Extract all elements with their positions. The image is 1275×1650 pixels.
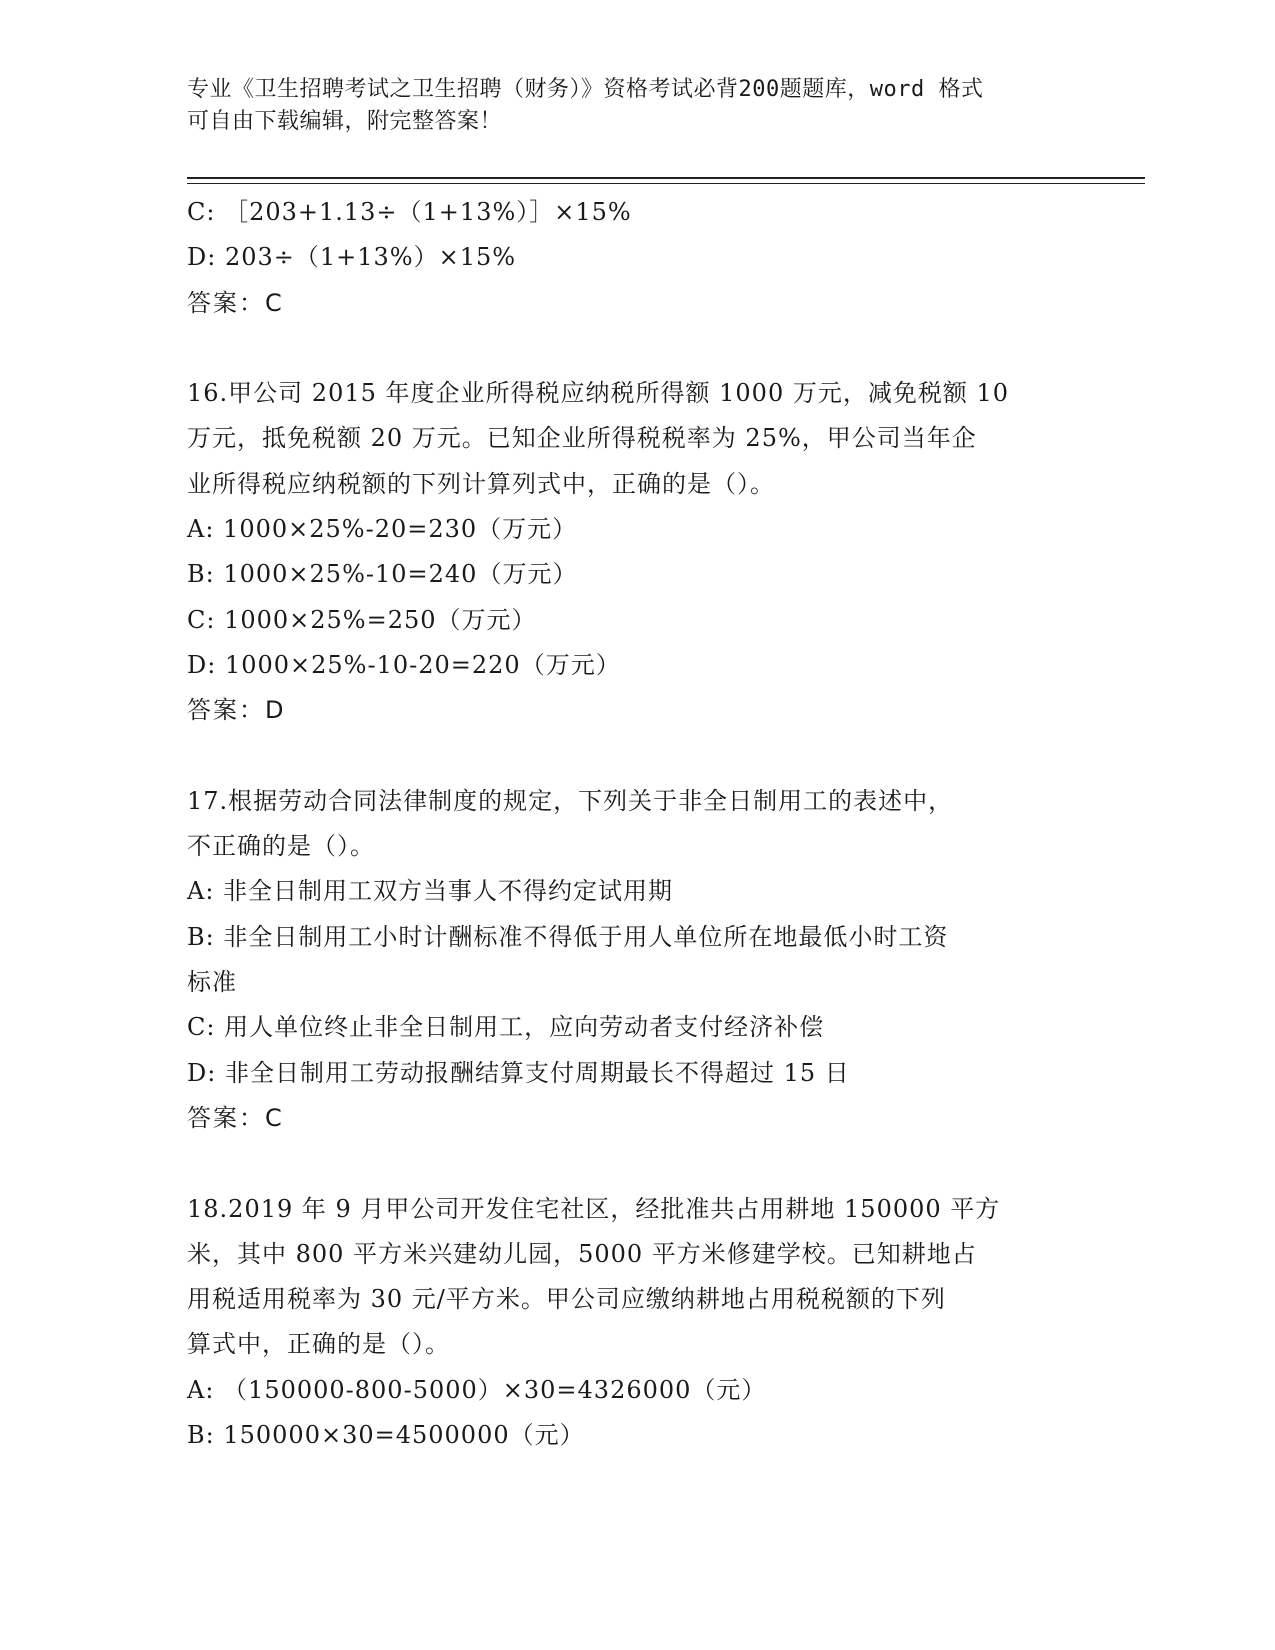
option-a: A: 非全日制用工双方当事人不得约定试用期 bbox=[187, 877, 674, 906]
answer-line: 答案：D bbox=[187, 696, 286, 725]
answer-line: 答案：C bbox=[187, 288, 284, 317]
question-stem-line: 米，其中 800 平方米兴建幼儿园，5000 平方米修建学校。已知耕地占 bbox=[187, 1239, 977, 1268]
header-rule-thin bbox=[187, 183, 1145, 184]
option-b: B: 1000×25%-10=240（万元） bbox=[187, 560, 578, 589]
question-stem-line: 不正确的是（）。 bbox=[187, 832, 375, 861]
option-b: B: 非全日制用工小时计酬标准不得低于用人单位所在地最低小时工资 bbox=[187, 922, 949, 951]
header-line-2: 可自由下载编辑，附完整答案！ bbox=[187, 109, 503, 134]
option-d: D: 1000×25%-10-20=220（万元） bbox=[187, 650, 621, 679]
question-17 bbox=[187, 779, 1087, 1141]
header-line-1: 专业《卫生招聘考试之卫生招聘（财务）》资格考试必背200题题库，word 格式 bbox=[187, 77, 984, 102]
spacer bbox=[187, 1141, 1087, 1186]
question-stem-line: 用税适用税率为 30 元/平方米。甲公司应缴纳耕地占用税税额的下列 bbox=[187, 1285, 946, 1314]
option-a: A: 1000×25%-20=230（万元） bbox=[187, 515, 578, 544]
question-stem-line: 业所得税应纳税额的下列计算列式中，正确的是（）。 bbox=[187, 469, 775, 498]
question-stem-line: 万元，抵免税额 20 万元。已知企业所得税税率为 25%，甲公司当年企 bbox=[187, 424, 977, 453]
option-d: D: 203÷（1+13%）×15% bbox=[187, 243, 517, 272]
header-rule-thick bbox=[187, 177, 1145, 179]
question-stem-line: 16.甲公司 2015 年度企业所得税应纳税所得额 1000 万元，减免税额 10 bbox=[187, 379, 1010, 408]
option-c: C: 用人单位终止非全日制用工，应向劳动者支付经济补偿 bbox=[187, 1013, 825, 1042]
answer-line: 答案：C bbox=[187, 1103, 284, 1132]
question-18 bbox=[187, 1187, 1087, 1459]
option-b-continuation: 标准 bbox=[187, 968, 237, 997]
question-stem-line: 18.2019 年 9 月甲公司开发住宅社区，经批准共占用耕地 150000 平方 bbox=[187, 1194, 1001, 1223]
question-stem-line: 17.根据劳动合同法律制度的规定，下列关于非全日制用工的表述中， bbox=[187, 786, 954, 815]
option-c: C: ［203+1.13÷（1+13%）］×15% bbox=[187, 198, 632, 226]
option-c: C: 1000×25%=250（万元） bbox=[187, 605, 537, 634]
spacer bbox=[187, 326, 1087, 371]
option-a: A: （150000-800-5000）×30=4326000（元） bbox=[187, 1375, 767, 1404]
question-content bbox=[187, 190, 1087, 1458]
question-16 bbox=[187, 371, 1087, 733]
option-b: B: 150000×30=4500000（元） bbox=[187, 1421, 585, 1450]
spacer bbox=[187, 734, 1087, 779]
option-d: D: 非全日制用工劳动报酬结算支付周期最长不得超过 15 日 bbox=[187, 1058, 850, 1087]
question-stem-line: 算式中，正确的是（）。 bbox=[187, 1330, 450, 1359]
document-header bbox=[187, 74, 1067, 138]
previous-question-tail bbox=[187, 190, 1087, 326]
